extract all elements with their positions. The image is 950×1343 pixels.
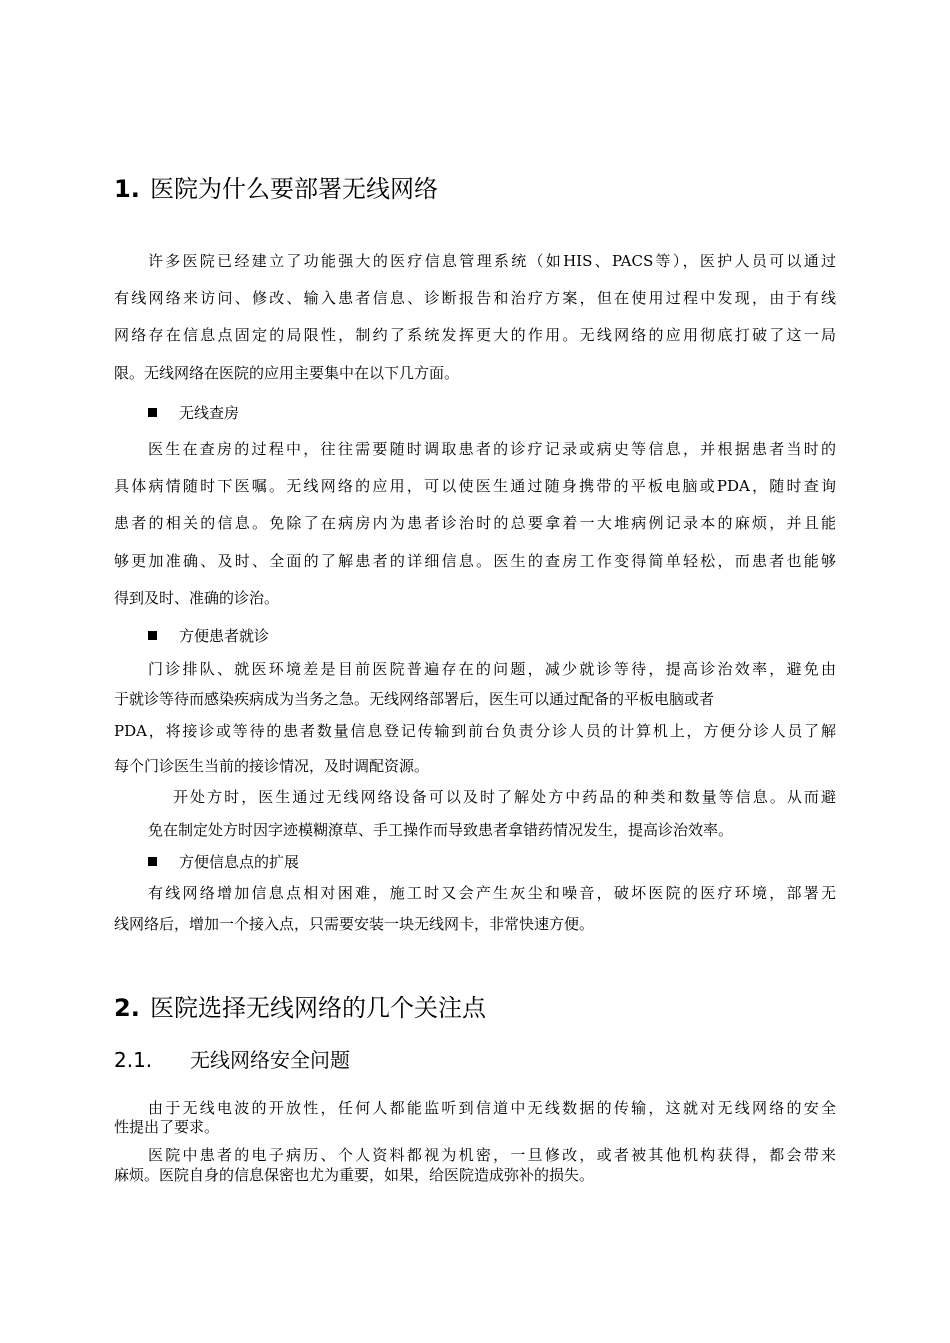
square-bullet-icon bbox=[148, 631, 157, 640]
section-2-heading bbox=[114, 993, 486, 1023]
bullet-3-line-1: 有线网络增加信息点相对困难，施工时又会产生灰尘和噪音，破坏医院的医疗环境，部署无 bbox=[148, 884, 836, 902]
bullet-1-line-1: 医生在查房的过程中，往往需要随时调取患者的诊疗记录或病史等信息，并根据患者当时的 bbox=[148, 440, 836, 458]
bullet-2-extra-line-1: 开处方时，医生通过无线网络设备可以及时了解处方中药品的种类和数量等信息。从而避 bbox=[173, 788, 836, 806]
intro-line-3: 网络存在信息点固定的局限性，制约了系统发挥更大的作用。无线网络的应用彻底打破了这一局 bbox=[114, 326, 836, 344]
bullet-2 bbox=[148, 626, 269, 646]
bullet-2-extra-line-2: 免在制定处方时因字迹模糊潦草、手工操作而导致患者拿错药情况发生，提高诊治效率。 bbox=[148, 821, 734, 839]
bullet-2-line-1: 门诊排队、就医环境差是目前医院普遍存在的问题，减少就诊等待，提高诊治效率，避免由 bbox=[148, 660, 836, 678]
para-1-line-1: 由于无线电波的开放性，任何人都能监听到信道中无线数据的传输，这就对无线网络的安全 bbox=[148, 1099, 836, 1117]
subsection-2-1-number: 2.1. bbox=[114, 1048, 153, 1072]
bullet-1-line-2: 具体病情随时下医嘱。无线网络的应用，可以使医生通过随身携带的平板电脑或PDA，随时查询 bbox=[114, 477, 836, 495]
intro-line-2: 有线网络来访问、修改、输入患者信息、诊断报告和治疗方案，但在使用过程中发现，由于有线 bbox=[114, 289, 836, 307]
section-1-heading bbox=[114, 174, 438, 204]
square-bullet-icon bbox=[148, 857, 157, 866]
intro-line-4: 限。无线网络在医院的应用主要集中在以下几方面。 bbox=[114, 364, 460, 382]
intro-line-1: 许多医院已经建立了功能强大的医疗信息管理系统（如HIS、PACS等），医护人员可以通过 bbox=[148, 252, 836, 270]
para-2-line-1: 医院中患者的电子病历、个人资料都视为机密，一旦修改，或者被其他机构获得，都会带来 bbox=[148, 1146, 836, 1164]
bullet-3-label: 方便信息点的扩展 bbox=[179, 853, 300, 871]
square-bullet-icon bbox=[148, 408, 157, 417]
bullet-3-line-2: 线网络后，增加一个接入点，只需要安装一块无线网卡，非常快速方便。 bbox=[114, 915, 595, 933]
section-2-title: 医院选择无线网络的几个关注点 bbox=[150, 994, 486, 1022]
subsection-2-1-title: 无线网络安全问题 bbox=[190, 1048, 350, 1072]
para-2-line-2: 麻烦。医院自身的信息保密也尤为重要，如果，给医院造成弥补的损失。 bbox=[114, 1166, 595, 1184]
bullet-3 bbox=[148, 852, 299, 872]
bullet-1-line-5: 得到及时、准确的诊治。 bbox=[114, 589, 280, 607]
bullet-2-label: 方便患者就诊 bbox=[179, 627, 270, 645]
bullet-2-line-3: PDA，将接诊或等待的患者数量信息登记传输到前台负责分诊人员的计算机上，方便分诊人员了解 bbox=[114, 722, 836, 740]
section-1-number: 1. bbox=[114, 175, 140, 203]
bullet-2-line-2: 于就诊等待而感染疾病成为当务之急。无线网络部署后，医生可以通过配备的平板电脑或者 bbox=[114, 690, 715, 708]
bullet-1-line-4: 够更加准确、及时、全面的了解患者的详细信息。医生的查房工作变得简单轻松，而患者也能够 bbox=[114, 552, 836, 570]
para-1-line-2: 性提出了要求。 bbox=[114, 1118, 220, 1136]
section-2-number: 2. bbox=[114, 994, 140, 1022]
bullet-1-line-3: 患者的相关的信息。免除了在病房内为患者诊治时的总要拿着一大堆病例记录本的麻烦，并且能 bbox=[114, 514, 836, 532]
bullet-1-label: 无线查房 bbox=[179, 404, 240, 422]
bullet-2-line-4: 每个门诊医生当前的接诊情况，及时调配资源。 bbox=[114, 757, 430, 775]
section-1-title: 医院为什么要部署无线网络 bbox=[150, 175, 438, 203]
subsection-2-1-heading bbox=[114, 1047, 350, 1073]
bullet-1 bbox=[148, 403, 239, 423]
